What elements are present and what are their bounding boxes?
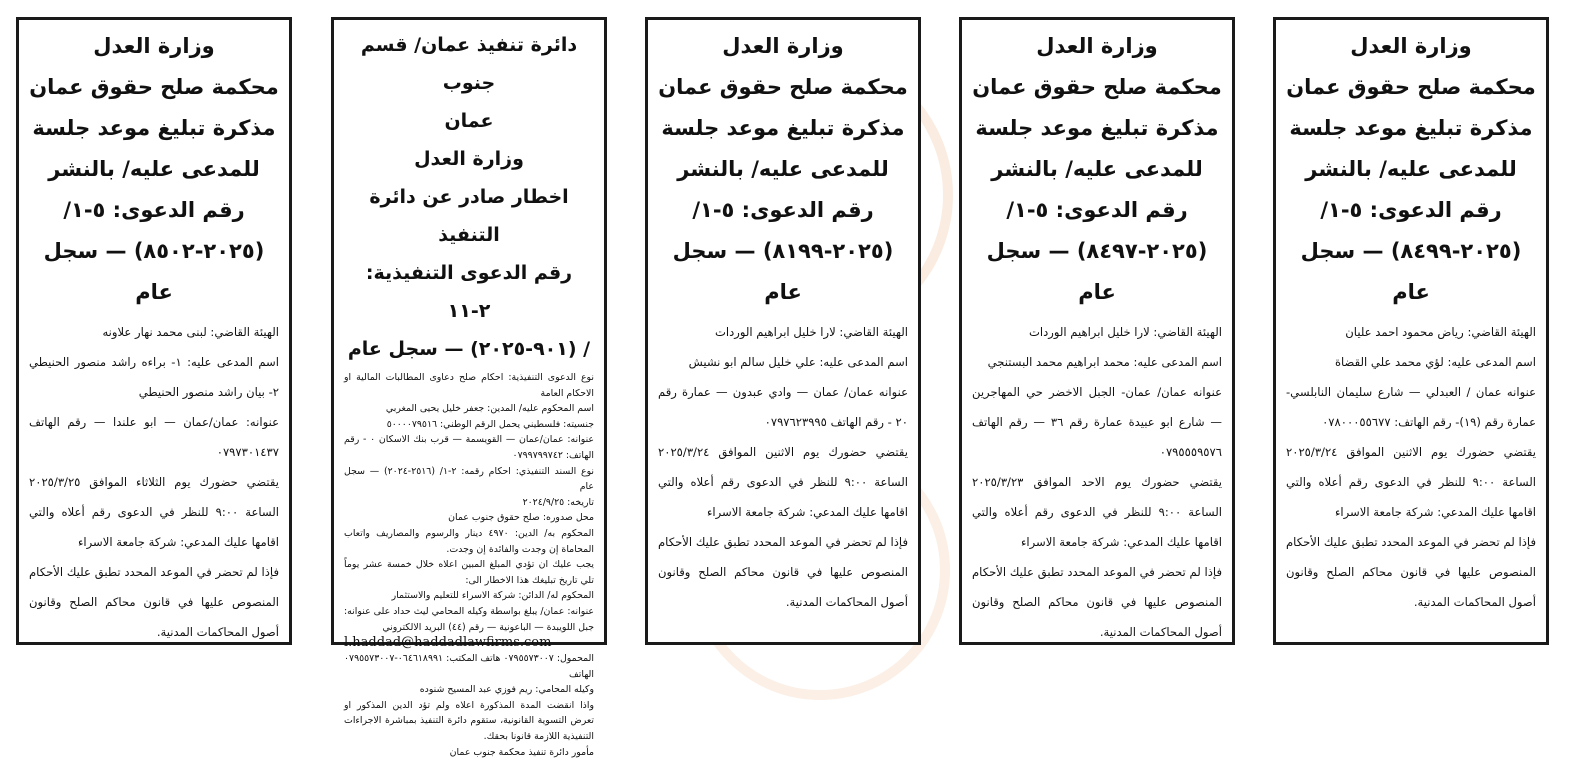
notice-heading (344, 26, 594, 368)
notice-type: اخطار صادر عن دائرة التنفيذ (369, 186, 569, 246)
creditor-line: المحكوم له/ الدائن: شركة الاسراء للتعليم والاستثمار (391, 590, 594, 602)
payment-instruction-line: يجب عليك ان تؤدي المبلغ المبين اعلاه خلال خمسة عشر يوماً تلي تاريخ تبليغك هذا الاخطار الى: (344, 559, 594, 586)
court-title: محكمة صلح حقوق عمان (658, 75, 908, 99)
judge-line: الهيئة القاضي: لارا خليل ابراهيم الوردات (714, 325, 908, 339)
notice-heading (1286, 26, 1536, 313)
address-line: عنوانه: عمان/عمان — ابو علندا — رقم الهاتف ٠٧٩٧٣٠١٤٣٧ (29, 415, 279, 459)
registry-type: عام (764, 280, 802, 304)
notice-body (972, 317, 1222, 647)
nationality-line: جنسيته: فلسطيني يحمل الرقم الوطني: ٥٠٠٠٠٧٩٥١٦ (386, 418, 594, 430)
phone-line: المحمول: ٠٧٩٥٥٧٣٠٠٧ هاتف المكتب: ٠٦٤٦١٨٩٩١-٠٧٩٥٥٧٣٠٠٧ الهاتف (344, 653, 594, 680)
defendant-line: اسم المدعى عليه: علي خليل سالم ابو نشيش (688, 355, 908, 369)
hearing-line: يقتضي حضورك يوم الثلاثاء الموافق ٢٠٢٥/٣/٢٥ الساعة ٩:٠٠ للنظر في الدعوى رقم أعلاه والتي اقامها عليك المدعي: شركة جامعة الاسراء (29, 475, 279, 549)
warning-line: فإذا لم تحضر في الموعد المحدد تطبق عليك الأحكام المنصوص عليها في قانون محاكم الصلح وقانون أصول المحاكمات المدنية. (658, 535, 908, 609)
date-line: تاريخه: ٢٠٢٤/٩/٢٥ (522, 496, 594, 508)
signature-line: مأمور دائرة تنفيذ محكمة جنوب عمان (449, 746, 594, 758)
court-title: محكمة صلح حقوق عمان (1286, 75, 1536, 99)
notice-type: مذكرة تبليغ موعد جلسة (32, 116, 276, 140)
hearing-line: يقتضي حضورك يوم الاثنين الموافق ٢٠٢٥/٣/٢٤ الساعة ٩:٠٠ للنظر في الدعوى رقم أعلاه والتي اقامها عليك المدعي: شركة جامعة الاسراء (1286, 445, 1536, 519)
instrument-line: نوع السند التنفيذي: احكام رقمه: ٢-١/ (٢٥١٦-٢٠٢٤) — سجل عام (344, 465, 595, 493)
debtor-line: اسم المحكوم عليه/ المدين: جعفر خليل يحيى المغربي (385, 403, 594, 415)
email-address: l.haddad@haddadlawfirms.com (344, 635, 552, 651)
registry-type: عام (135, 280, 173, 304)
notice-target: للمدعى عليه/ بالنشر (1305, 157, 1517, 181)
notice-column-4 (959, 17, 1235, 645)
court-title: محكمة صلح حقوق عمان (972, 75, 1222, 99)
hearing-line: يقتضي حضورك يوم الاحد الموافق ٢٠٢٥/٣/٢٣ الساعة ٩:٠٠ للنظر في الدعوى رقم أعلاه والتي اقامها عليك المدعي: شركة جامعة الاسراء (972, 475, 1222, 549)
notice-heading (29, 26, 279, 313)
lawyer-line: وكيله المحامي: ريم فوزي عبد المسيح شنوده (419, 684, 594, 696)
notice-target: للمدعى عليه/ بالنشر (991, 157, 1203, 181)
case-number-label: رقم الدعوى التنفيذية: ٢-١١ (365, 262, 573, 322)
department-region: عمان (444, 110, 494, 132)
notice-column-5 (1273, 17, 1549, 645)
defendant-line: اسم المدعى عليه: ١- براءه راشد منصور الحنيطي ٢- بيان راشد منصور الحنيطي (29, 355, 279, 399)
case-number: (٢٠٢٥-٨٤٩٩) — سجل (1300, 239, 1522, 263)
creditor-address-line: عنوانه: عمان/ يبلغ بواسطة وكيله المحامي ليث حداد على عنوانه: جبل اللويبدة — الباعونية — رقم (٤٤) البريد الالكتروني (344, 605, 594, 633)
registry-type: عام (1078, 280, 1116, 304)
notice-column-3 (645, 17, 921, 645)
notice-column-1 (16, 17, 292, 645)
case-number-label: رقم الدعوى: ٥-١/ (692, 198, 874, 222)
consequence-line: واذا انقضت المدة المذكورة اعلاه ولم تؤد الدين المذكور او تعرض التسوية القانونية، ستقوم دائرة التنفيذ بمباشرة الاجراءات التنفيذية اللازمة قانونا بحقك. (344, 699, 594, 743)
address-line: عنوانه: عمان/عمان — القويسمة — قرب بنك الاسكان ٠ - رقم الهاتف: ٠٧٩٩٧٩٩٧٤٢ (344, 434, 594, 461)
warning-line: فإذا لم تحضر في الموعد المحدد تطبق عليك الأحكام المنصوص عليها في قانون محاكم الصلح وقانون أصول المحاكمات المدنية. (1286, 535, 1536, 609)
notice-body (1286, 317, 1536, 617)
warning-line: فإذا لم تحضر في الموعد المحدد تطبق عليك الأحكام المنصوص عليها في قانون محاكم الصلح وقانون أصول المحاكمات المدنية. (972, 565, 1222, 639)
case-number: (٢٠٢٥-٨١٩٩) — سجل (672, 239, 894, 263)
judge-line: الهيئة القاضي: لبنى محمد نهار علاونه (102, 325, 279, 339)
notice-target: للمدعى عليه/ بالنشر (677, 157, 889, 181)
judge-line: الهيئة القاضي: لارا خليل ابراهيم الوردات (1028, 325, 1222, 339)
notice-body (344, 370, 594, 760)
notice-type: مذكرة تبليغ موعد جلسة (975, 116, 1219, 140)
department-title: دائرة تنفيذ عمان/ قسم جنوب (360, 34, 578, 94)
address-line: عنوانه عمان / العبدلي — شارع سليمان النابلسي- عمارة رقم (١٩)- رقم الهاتف: ٠٧٨٠٠٠٥٥٦٧٧ (1286, 385, 1536, 429)
ministry-title: وزارة العدل (1036, 34, 1158, 58)
notice-body (29, 317, 279, 647)
hearing-line: يقتضي حضورك يوم الاثنين الموافق ٢٠٢٥/٣/٢٤ الساعة ٩:٠٠ للنظر في الدعوى رقم أعلاه والتي اقامها عليك المدعي: شركة جامعة الاسراء (658, 445, 908, 519)
notice-body (658, 317, 908, 617)
address-line: عنوانه عمان/ عمان — وادي عبدون — عمارة رقم ٢٠ - رقم الهاتف ٠٧٩٧٦٢٣٩٩٥ (658, 385, 908, 429)
ministry-title: وزارة العدل (722, 34, 844, 58)
ministry-title: وزارة العدل (1350, 34, 1472, 58)
case-number: (٢٠٢٥-٨٥٠٢) — سجل (43, 239, 265, 263)
ministry-title: وزارة العدل (93, 34, 215, 58)
notice-heading (658, 26, 908, 313)
issue-place-line: محل صدوره: صلح حقوق جنوب عمان (448, 512, 594, 524)
ministry-title: وزارة العدل (414, 148, 524, 170)
amount-line: المحكوم به/ الدين: ٤٩٧٠ دينار والرسوم والمصاريف واتعاب المحاماة إن وجدت والفائدة إن وجدت. (344, 527, 595, 555)
address-line: عنوانه عمان/ عمان- الجبل الاخضر حي المهاجرين — شارع ابو عبيدة عمارة رقم ٣٦ — رقم الهاتف ٠٧٩٥٥٥٩٥٧٦ (972, 385, 1222, 459)
case-number-label: رقم الدعوى: ٥-١/ (1320, 198, 1502, 222)
registry-type: عام (1392, 280, 1430, 304)
notice-target: للمدعى عليه/ بالنشر (48, 157, 260, 181)
warning-line: فإذا لم تحضر في الموعد المحدد تطبق عليك الأحكام المنصوص عليها في قانون محاكم الصلح وقانون أصول المحاكمات المدنية. (29, 565, 279, 639)
notice-column-2 (331, 17, 607, 758)
notice-type: مذكرة تبليغ موعد جلسة (661, 116, 905, 140)
case-number: / (٩٠١-٢٠٢٥) — سجل عام (347, 338, 591, 360)
case-number-label: رقم الدعوى: ٥-١/ (63, 198, 245, 222)
defendant-line: اسم المدعى عليه: لؤي محمد علي القضاة (1334, 355, 1536, 369)
notice-type: مذكرة تبليغ موعد جلسة (1289, 116, 1533, 140)
court-title: محكمة صلح حقوق عمان (29, 75, 279, 99)
case-number-label: رقم الدعوى: ٥-١/ (1006, 198, 1188, 222)
notice-heading (972, 26, 1222, 313)
case-number: (٢٠٢٥-٨٤٩٧) — سجل (986, 239, 1208, 263)
judge-line: الهيئة القاضي: رياض محمود احمد عليان (1345, 325, 1536, 339)
case-type-line: نوع الدعوى التنفيذية: احكام صلح دعاوى المطالبات المالية او الاحكام العامة (344, 372, 594, 399)
defendant-line: اسم المدعى عليه: محمد ابراهيم محمد البستنجي (987, 355, 1222, 369)
